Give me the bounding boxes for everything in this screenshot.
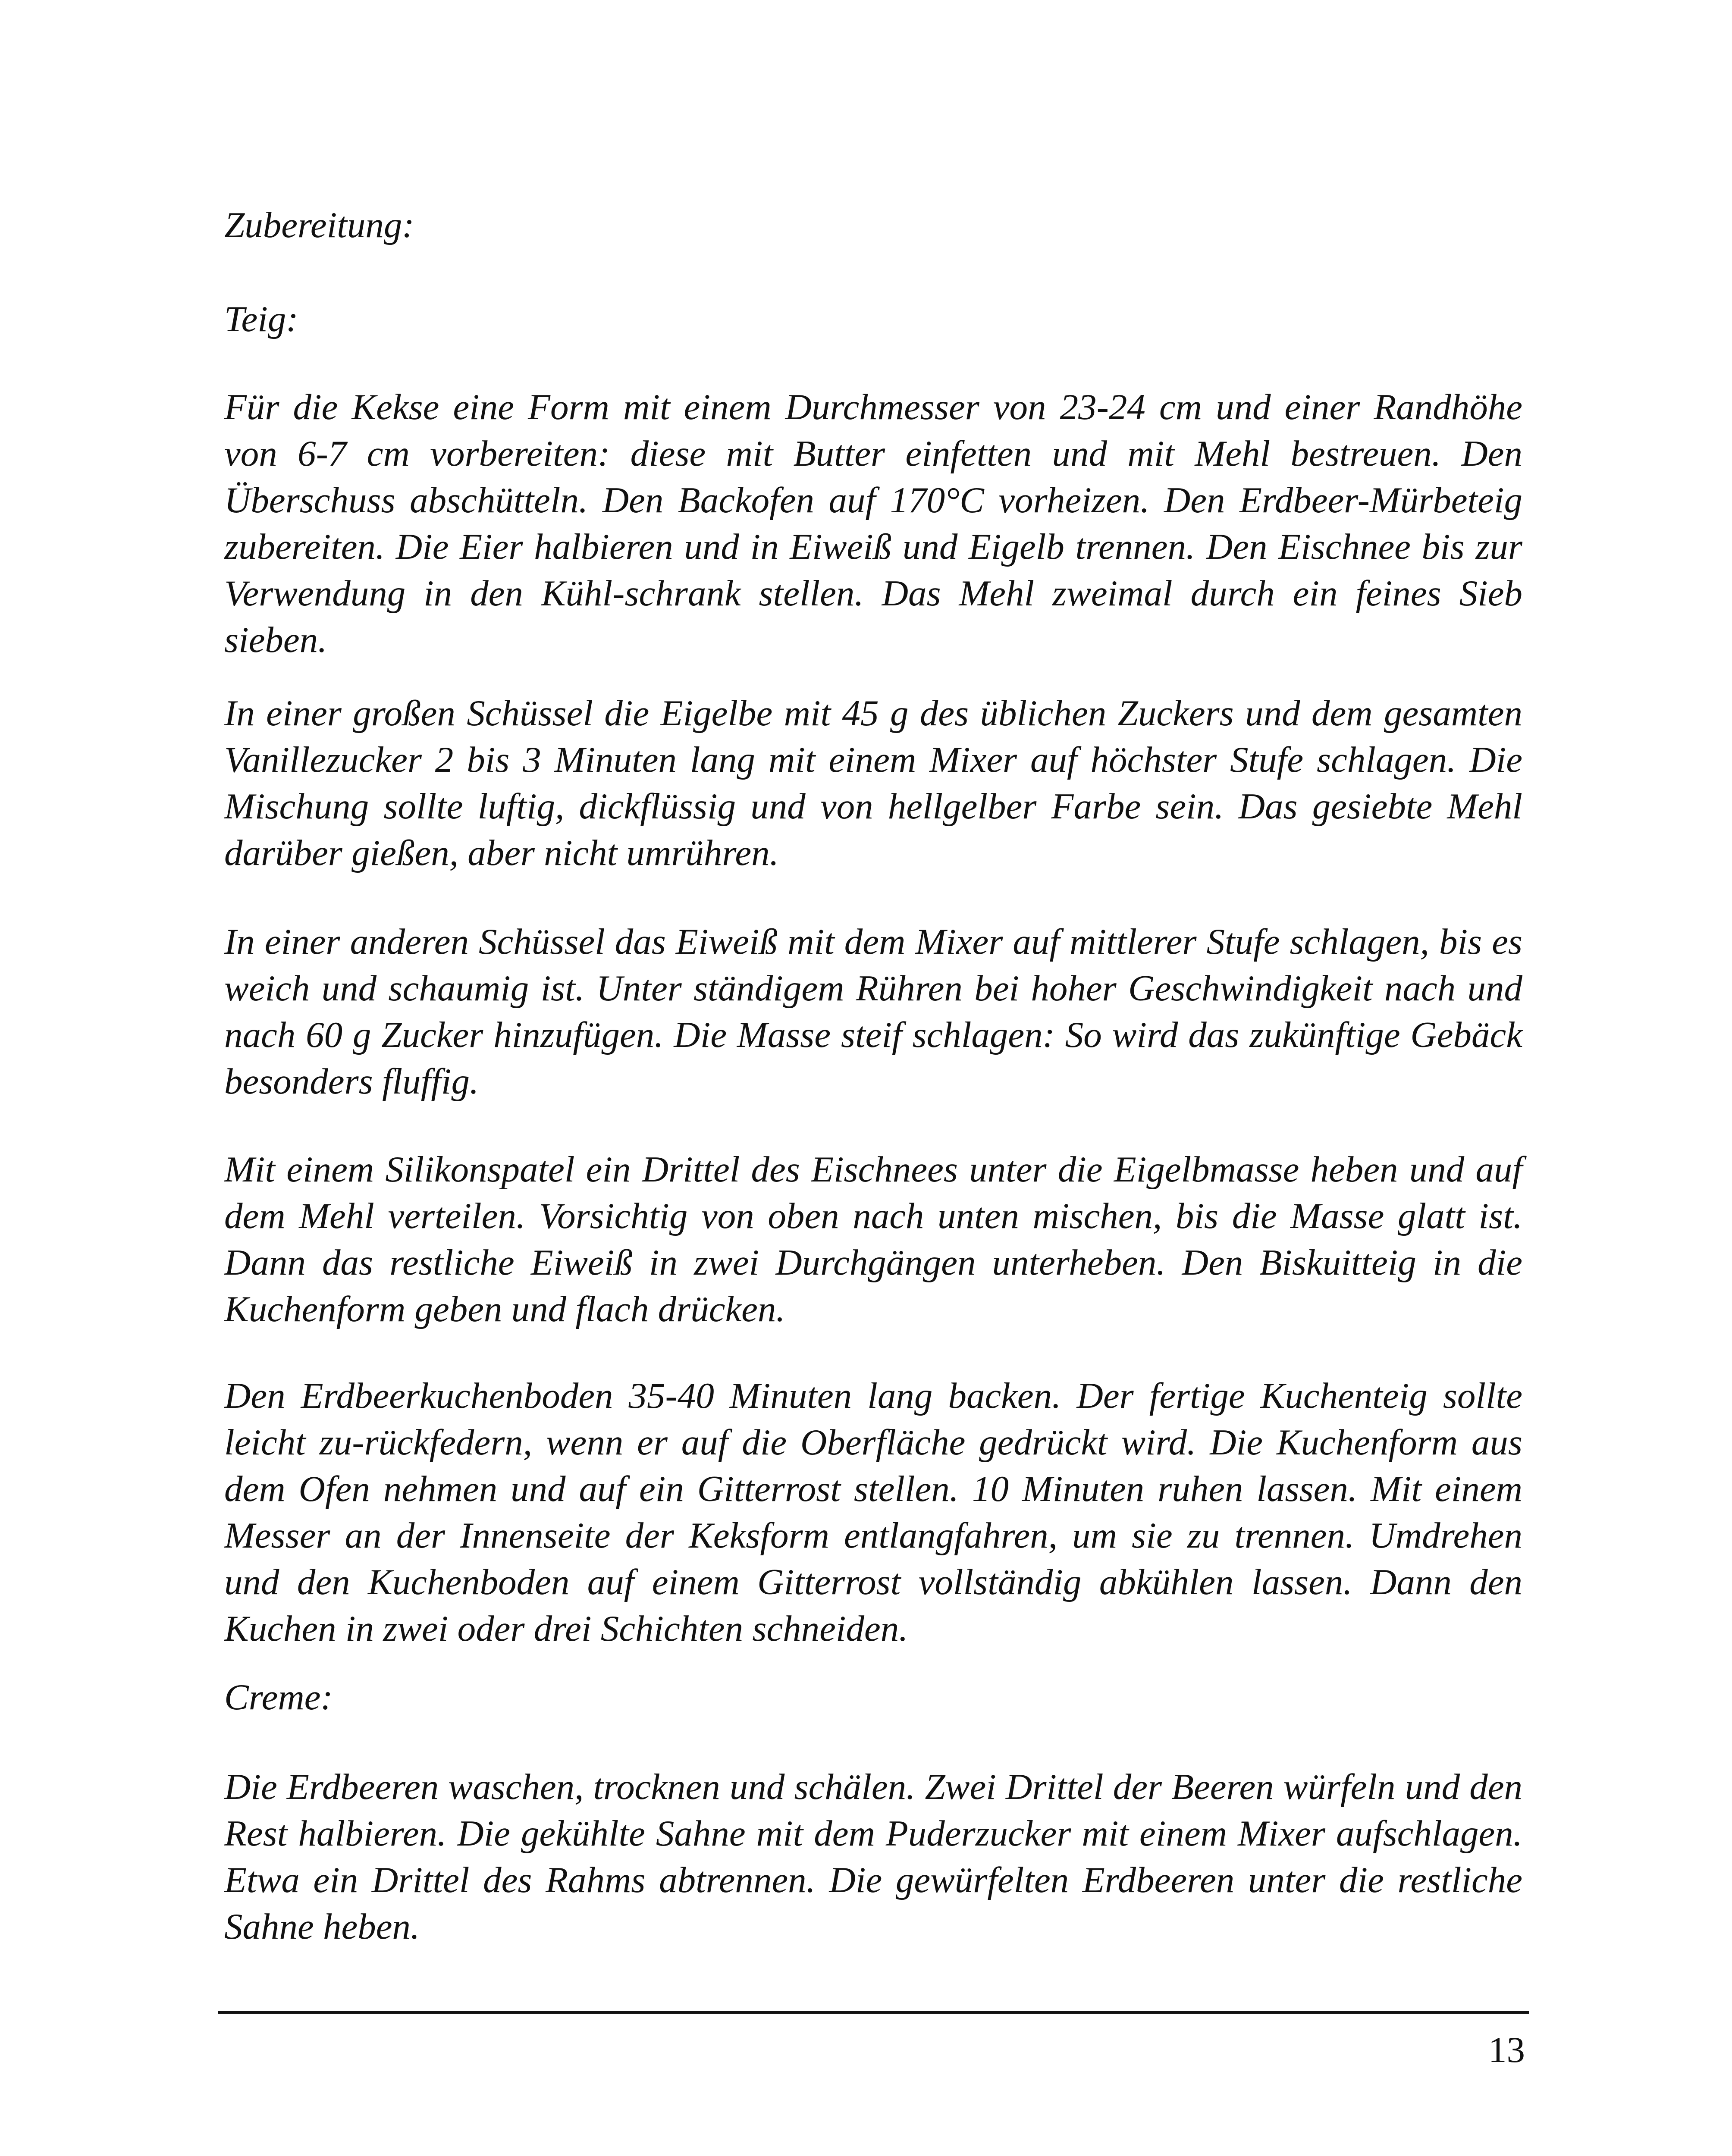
page-number: 13 (1488, 2030, 1525, 2070)
paragraph-teig-preparation: Für die Kekse eine Form mit einem Durchmesser von 23-24 cm und einer Randhöhe von 6-7 cm vorbereiten: diese mit Butter einfetten und mit Mehl bestreuen. Den Überschuss abschütteln. Den Backofen auf 170°C vorheizen. Den Erdbeer-Mürbeteig zubereiten. Die Eier halbieren und in Eiweiß und Eigelb trennen. Den Eischnee bis zur Verwendung in den Kühl-schrank stellen. Das Mehl zweimal durch ein feines Sieb sieben. (224, 387, 1522, 660)
zubereitung-heading: Zubereitung: (224, 205, 414, 245)
creme-heading: Creme: (224, 1677, 333, 1717)
paragraph-creme: Die Erdbeeren waschen, trocknen und schälen. Zwei Drittel der Beeren würfeln und den Rest halbieren. Die gekühlte Sahne mit dem Puderzucker mit einem Mixer aufschlagen. Etwa ein Drittel des Rahms abtrennen. Die gewürfelten Erdbeeren unter die restliche Sahne heben. (224, 1767, 1522, 1947)
footer-divider (218, 2011, 1529, 2014)
paragraph-eiweiss-beating: In einer anderen Schüssel das Eiweiß mit dem Mixer auf mittlerer Stufe schlagen, bis es weich und schaumig ist. Unter ständigem Rühren bei hoher Geschwindigkeit nach und nach 60 g Zucker hinzufügen. Die Masse steif schlagen: So wird das zukünftige Gebäck besonders fluffig. (224, 921, 1522, 1102)
paragraph-eigelb-mixing: In einer großen Schüssel die Eigelbe mit 45 g des üblichen Zuckers und dem gesamten Vanillezucker 2 bis 3 Minuten lang mit einem Mixer auf höchster Stufe schlagen. Die Mischung sollte luftig, dickflüssig und von hellgelber Farbe sein. Das gesiebte Mehl darüber gießen, aber nicht umrühren. (224, 693, 1522, 873)
paragraph-baking: Den Erdbeerkuchenboden 35-40 Minuten lang backen. Der fertige Kuchenteig sollte leicht zu-rückfedern, wenn er auf die Oberfläche gedrückt wird. Die Kuchenform aus dem Ofen nehmen und auf ein Gitterrost stellen. 10 Minuten ruhen lassen. Mit einem Messer an der Innenseite der Keksform entlangfahren, um sie zu trennen. Umdrehen und den Kuchenboden auf einem Gitterrost vollständig abkühlen lassen. Dann den Kuchen in zwei oder drei Schichten schneiden. (224, 1376, 1522, 1649)
teig-heading: Teig: (224, 299, 298, 339)
paragraph-folding: Mit einem Silikonspatel ein Drittel des Eischnees unter die Eigelbmasse heben und auf dem Mehl verteilen. Vorsichtig von oben nach unten mischen, bis die Masse glatt ist. Dann das restliche Eiweiß in zwei Durchgängen unterheben. Den Biskuitteig in die Kuchenform geben und flach drücken. (224, 1149, 1522, 1329)
